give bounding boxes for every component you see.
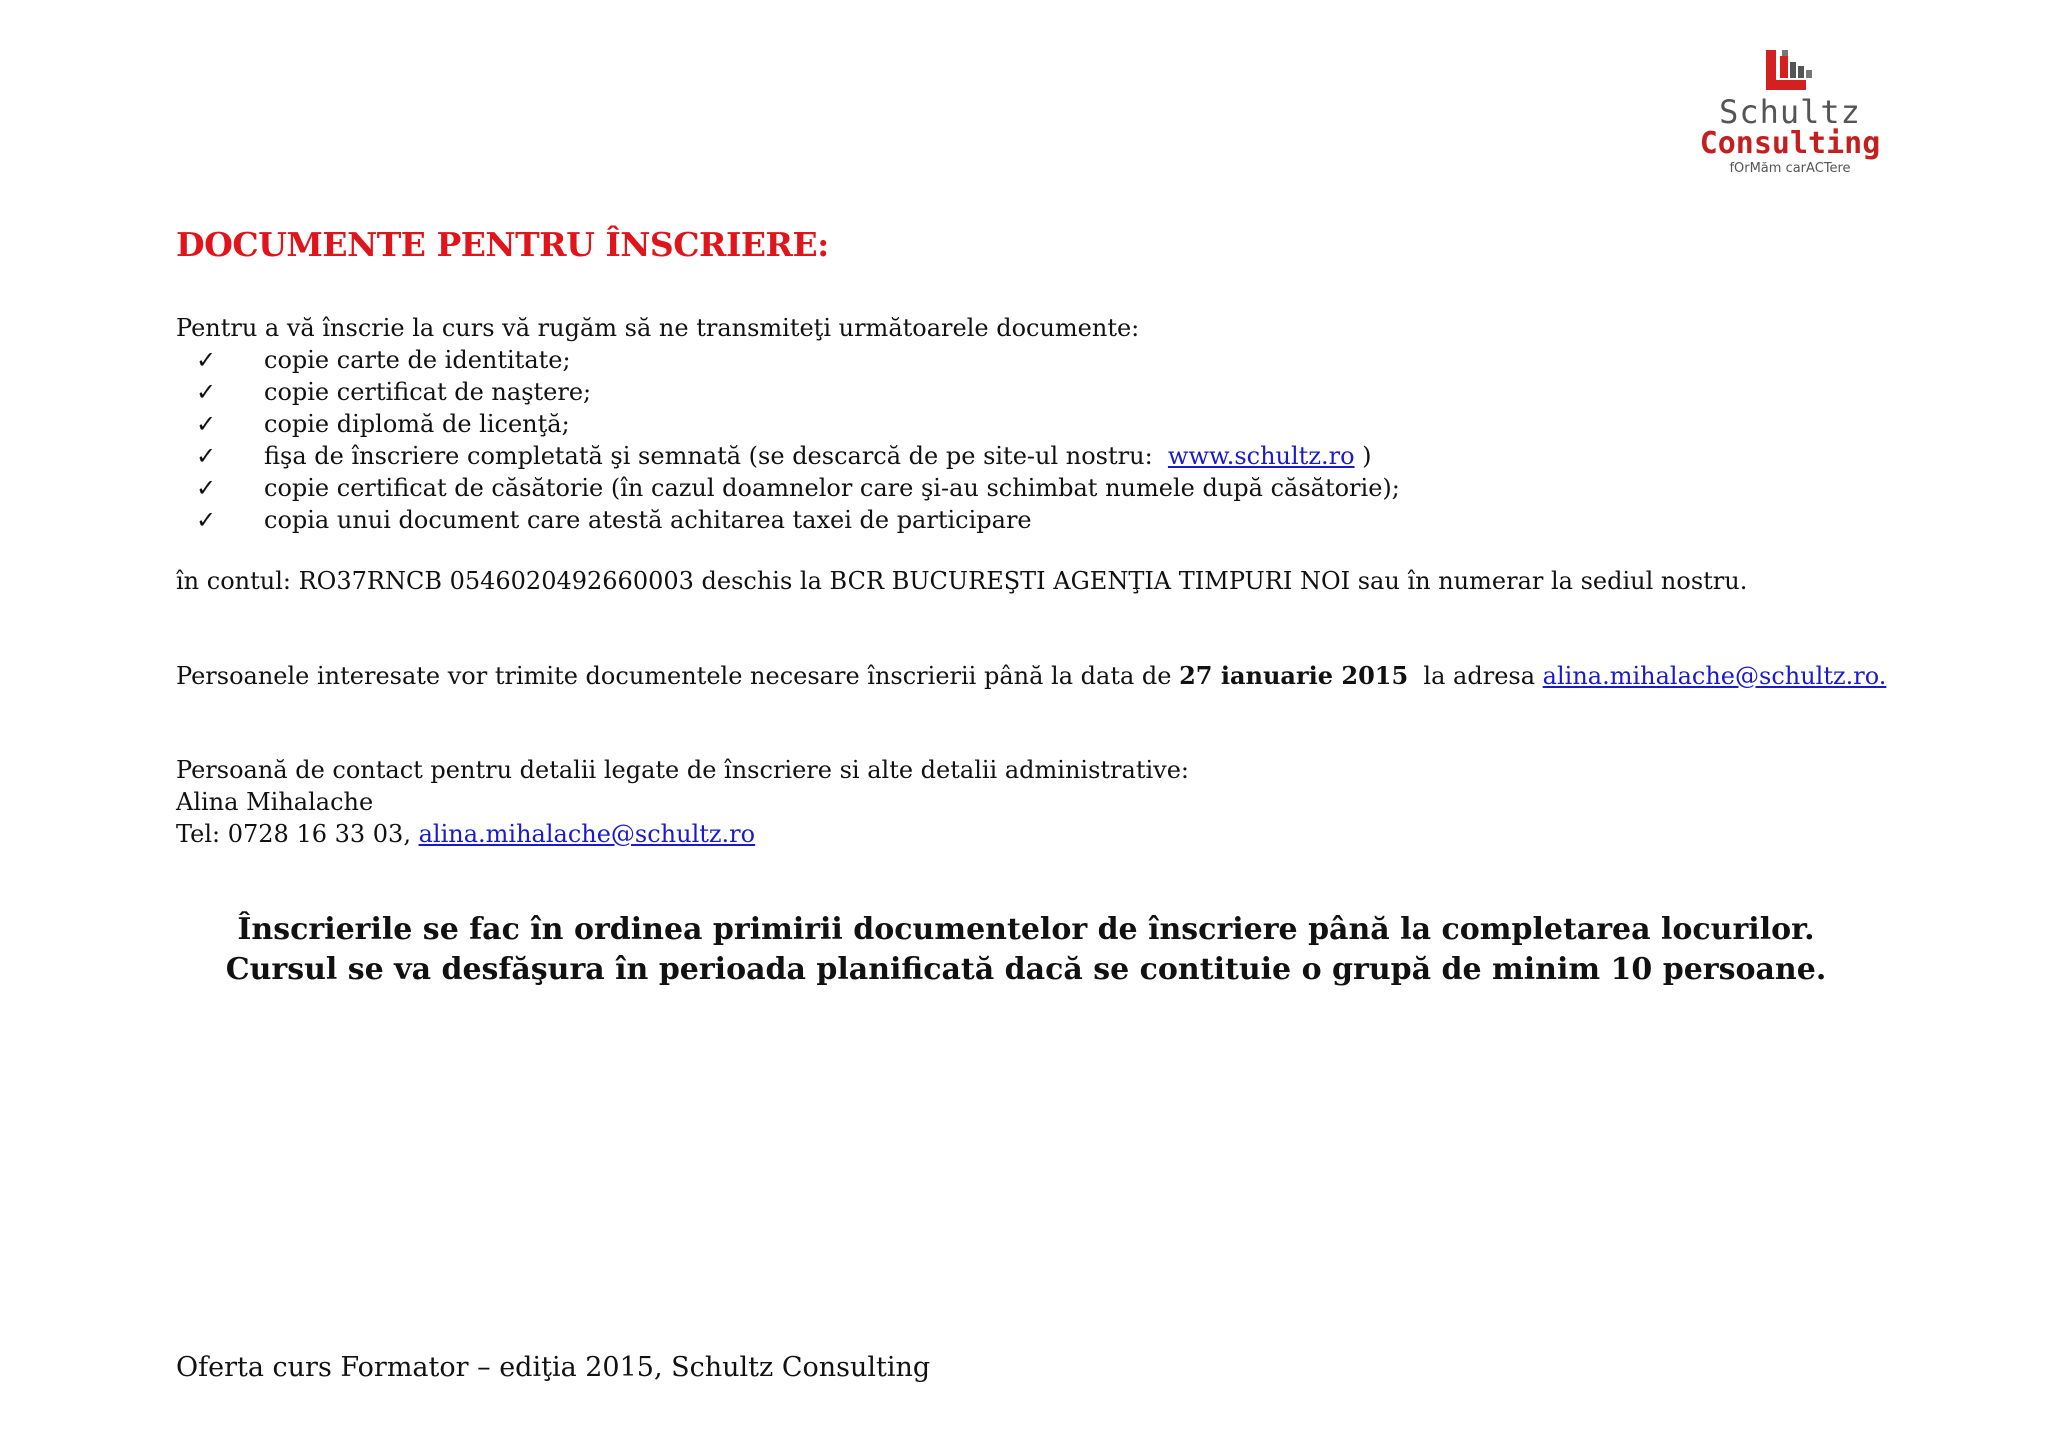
checkmark-icon: ✓ — [196, 506, 217, 534]
list-item-text: copie diplomă de licenţă; — [264, 410, 570, 438]
contact-label: Persoană de contact pentru detalii legate de înscriere si alte detalii administrative: — [176, 756, 1190, 784]
checkmark-icon: ✓ — [196, 442, 217, 470]
list-item — [196, 472, 1400, 504]
page-title: DOCUMENTE PENTRU ÎNSCRIERE: — [176, 225, 829, 264]
notice-line-1: Înscrierile se fac în ordinea primirii documentelor de înscriere până la completarea locurilor. — [237, 912, 1815, 947]
deadline-before: Persoanele interesate vor trimite documentele necesare înscrierii până la data de — [176, 662, 1180, 690]
page-footer: Oferta curs Formator – ediţia 2015, Schultz Consulting — [176, 1352, 931, 1383]
contact-email-link[interactable]: alina.mihalache@schultz.ro — [418, 820, 756, 848]
contact-name: Alina Mihalache — [176, 788, 374, 816]
list-item-text-after: ) — [1354, 442, 1372, 470]
contact-block — [176, 754, 1189, 850]
documents-list — [196, 344, 1400, 536]
list-item-text: copie certificat de naştere; — [264, 378, 592, 406]
logo-tagline: fOrMăm carACTere — [1729, 161, 1851, 176]
deadline-middle: la adresa — [1408, 662, 1543, 690]
checkmark-icon: ✓ — [196, 410, 217, 438]
list-item — [196, 344, 1400, 376]
checkmark-icon: ✓ — [196, 346, 217, 374]
website-link[interactable]: www.schultz.ro — [1167, 442, 1355, 470]
company-logo — [1695, 48, 1885, 198]
logo-name-line1: Schultz — [1719, 93, 1861, 131]
deadline-date: 27 ianuarie 2015 — [1179, 661, 1409, 690]
enrollment-notice — [176, 910, 1876, 990]
intro-text: Pentru a vă înscrie la curs vă rugăm să ne transmiteţi următoarele documente: — [176, 314, 1140, 342]
list-item — [196, 440, 1400, 472]
deadline-email-link[interactable]: alina.mihalache@schultz.ro. — [1542, 662, 1887, 690]
deadline-text — [176, 660, 1886, 692]
list-item — [196, 376, 1400, 408]
notice-line-2: Cursul se va desfăşura în perioada planificată dacă se contituie o grupă de minim 10 persoane. — [225, 952, 1827, 987]
list-item-text: fişa de înscriere completată şi semnată (se descarcă de pe site-ul nostru: — [264, 442, 1168, 470]
list-item-text: copie carte de identitate; — [264, 346, 571, 374]
contact-phone: Tel: 0728 16 33 03, — [176, 820, 419, 848]
checkmark-icon: ✓ — [196, 378, 217, 406]
list-item — [196, 408, 1400, 440]
logo-mark-icon — [1762, 48, 1818, 92]
logo-name-line2: Consulting — [1699, 126, 1881, 161]
list-item-text: copie certificat de căsătorie (în cazul doamnelor care şi-au schimbat numele după căsătorie); — [264, 474, 1400, 502]
bank-account-text: în contul: RO37RNCB 0546020492660003 deschis la BCR BUCUREŞTI AGENŢIA TIMPURI NOI sau în numerar la sediul nostru. — [176, 567, 1748, 595]
checkmark-icon: ✓ — [196, 474, 217, 502]
list-item — [196, 504, 1400, 536]
contact-phone-line — [176, 818, 1189, 850]
list-item-text: copia unui document care atestă achitarea taxei de participare — [264, 506, 1032, 534]
